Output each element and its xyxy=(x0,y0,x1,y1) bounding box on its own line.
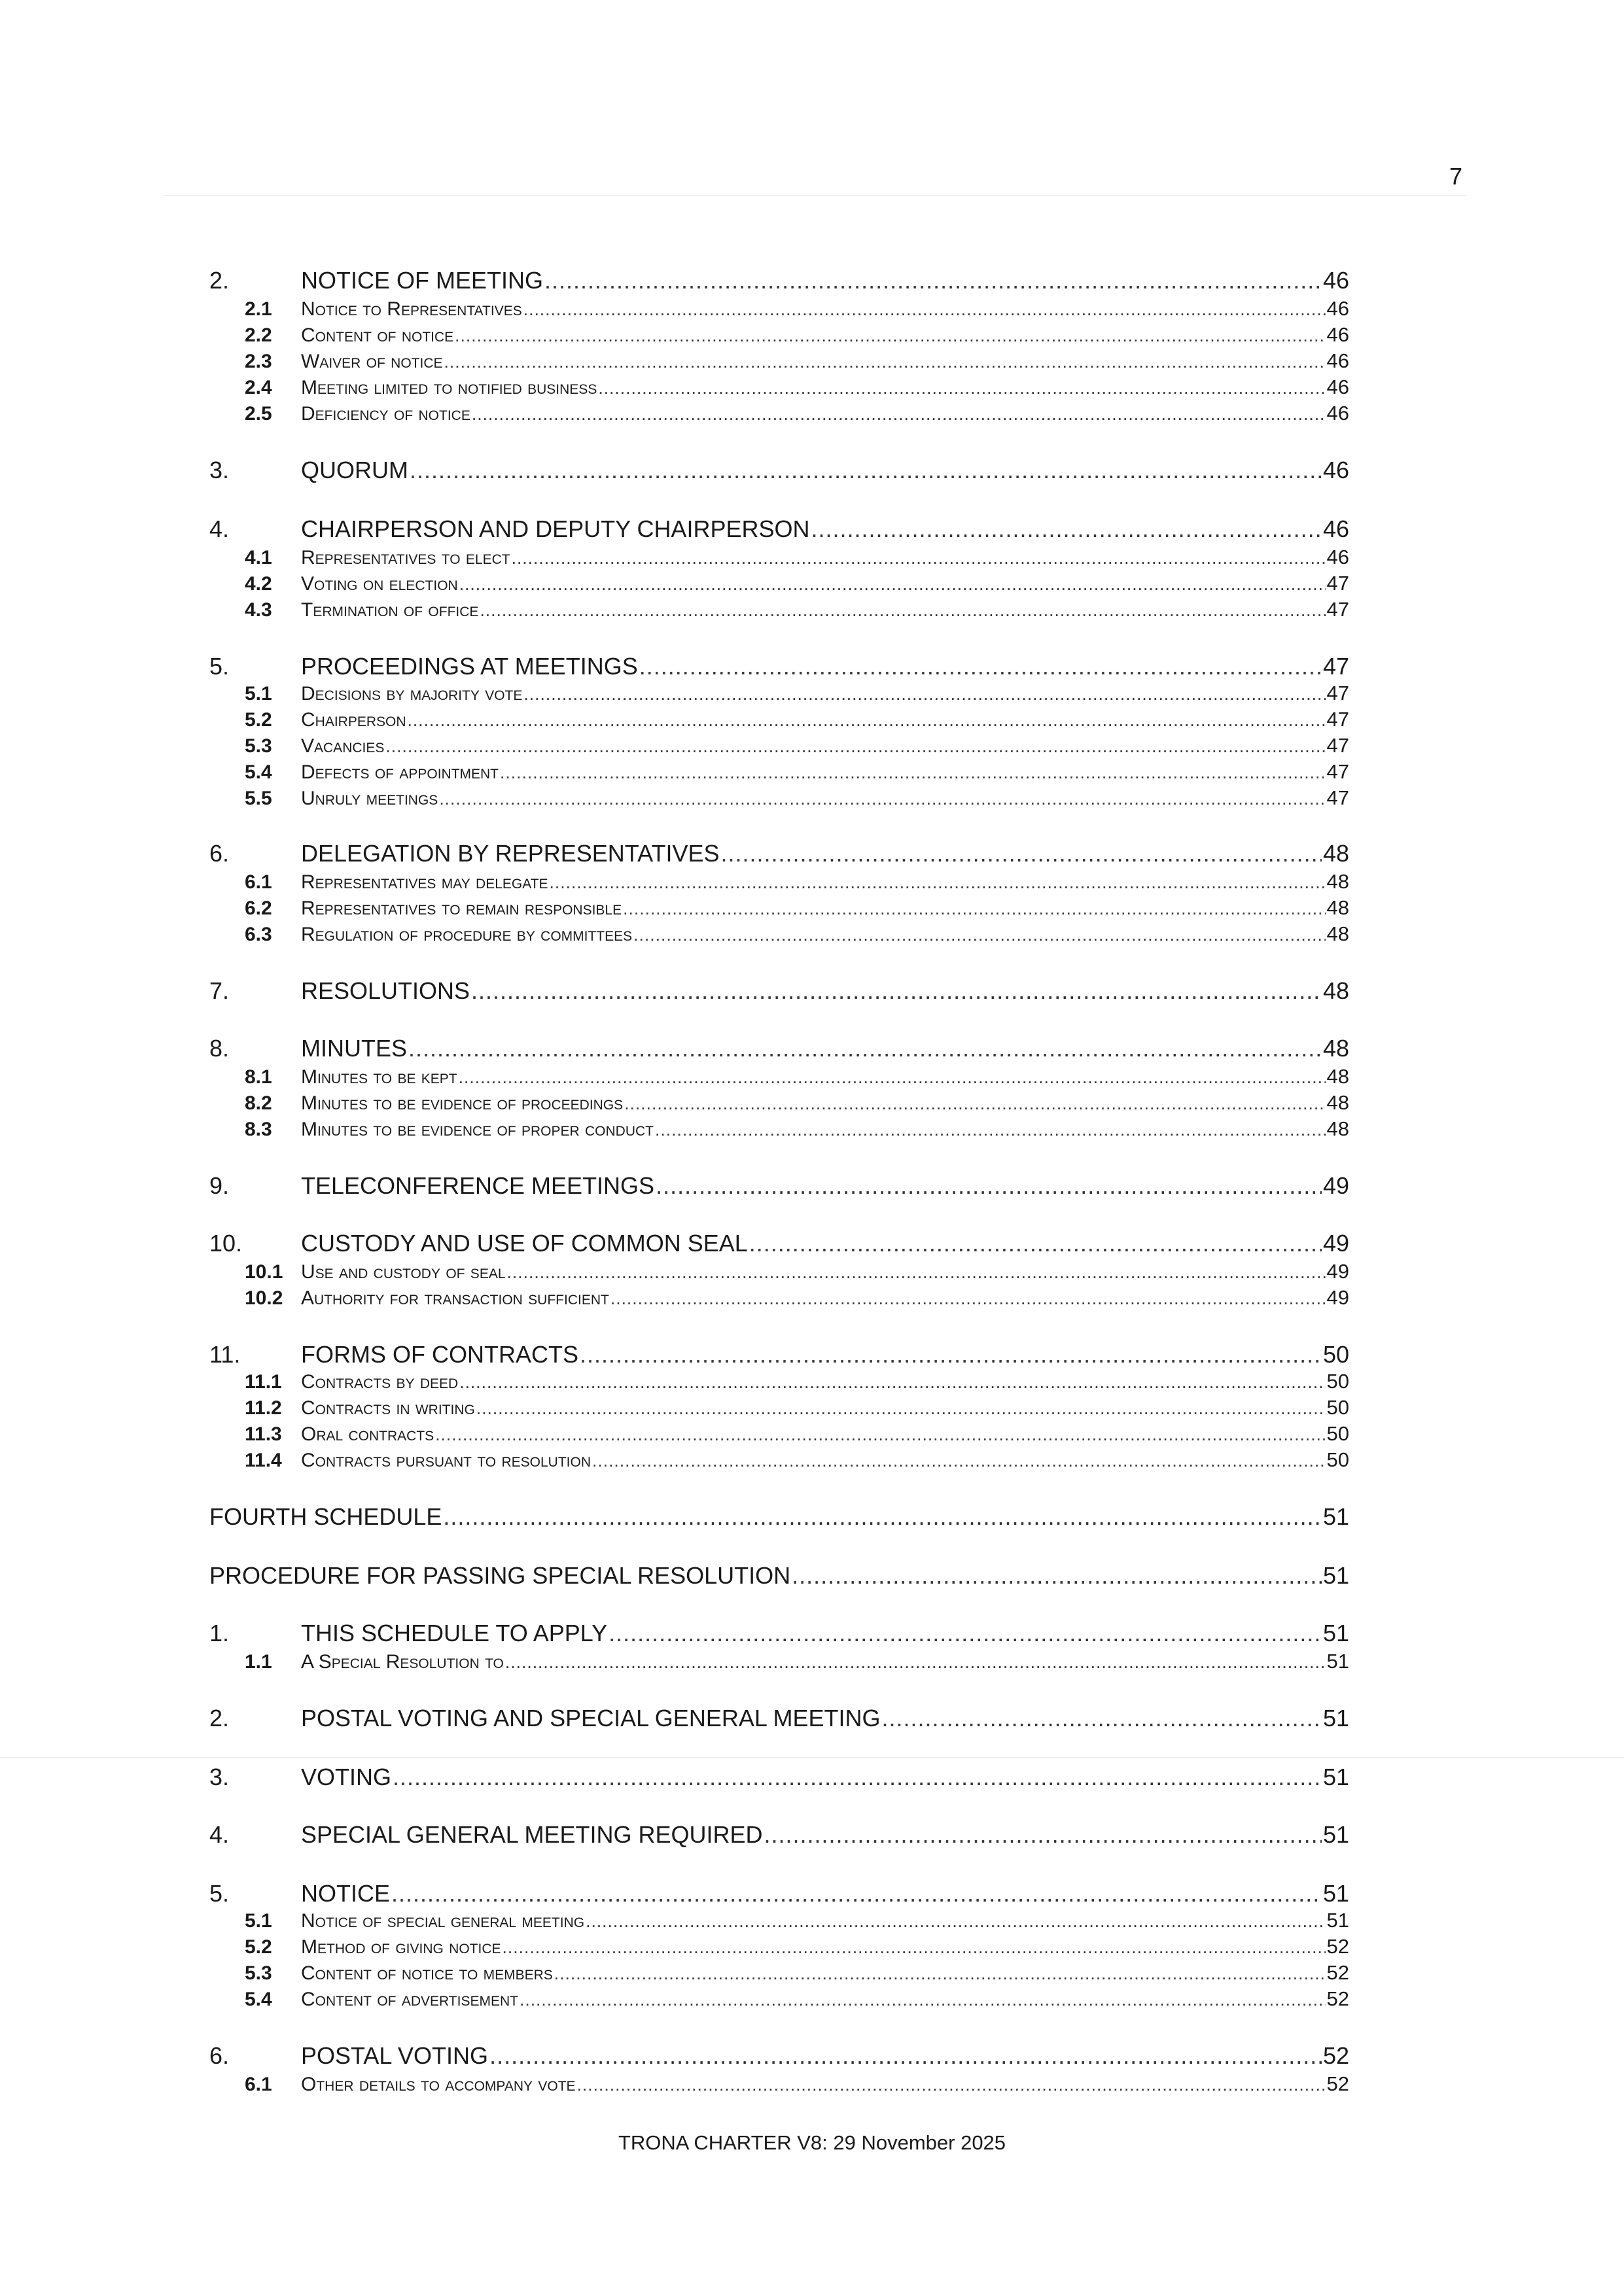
toc-title: Minutes to be kept xyxy=(301,1066,457,1088)
toc-leader xyxy=(459,1064,1326,1090)
toc-subentry[interactable] xyxy=(209,1421,1349,1447)
toc-page: 50 xyxy=(1326,1396,1349,1419)
toc-page: 51 xyxy=(1322,1562,1349,1589)
toc-subentry[interactable] xyxy=(209,1259,1349,1285)
header-rule xyxy=(164,195,1466,196)
toc-number: 5.5 xyxy=(245,788,272,809)
toc-number: 11. xyxy=(209,1341,241,1368)
toc-subentry[interactable] xyxy=(209,1395,1349,1421)
toc-entry[interactable] xyxy=(209,1879,1349,1909)
toc-subentry[interactable] xyxy=(209,733,1349,759)
toc-number: 1.1 xyxy=(245,1651,272,1673)
toc-page: 47 xyxy=(1326,682,1349,704)
toc-subentry[interactable] xyxy=(209,1116,1349,1142)
toc-entry[interactable] xyxy=(209,652,1349,682)
toc-page: 46 xyxy=(1322,457,1349,483)
toc-number: 2.2 xyxy=(245,324,272,346)
toc-entry[interactable] xyxy=(209,1703,1349,1733)
toc-subentry[interactable] xyxy=(209,348,1349,374)
toc-number: 4. xyxy=(209,1821,230,1848)
toc-page: 46 xyxy=(1326,323,1349,346)
toc-page: 47 xyxy=(1326,708,1349,731)
toc-page: 52 xyxy=(1326,1987,1349,2010)
toc-title: NOTICE xyxy=(301,1880,391,1907)
toc-leader xyxy=(476,1395,1326,1421)
toc-leader xyxy=(792,1561,1322,1591)
toc-page: 50 xyxy=(1322,1341,1349,1368)
toc-entry[interactable] xyxy=(209,1762,1349,1792)
toc-leader xyxy=(523,681,1325,707)
toc-page: 52 xyxy=(1326,1935,1349,1958)
toc-leader xyxy=(503,1934,1326,1960)
toc-page: 51 xyxy=(1322,1880,1349,1907)
toc-subentry[interactable] xyxy=(209,680,1349,706)
toc-leader xyxy=(507,1259,1326,1285)
toc-leader xyxy=(459,1369,1325,1395)
toc-number: 11.2 xyxy=(245,1397,282,1419)
toc-leader xyxy=(408,707,1326,733)
toc-number: 5.4 xyxy=(245,1989,272,2010)
toc-number: 8.2 xyxy=(245,1092,272,1114)
toc-page: 49 xyxy=(1322,1172,1349,1199)
toc-title: Decisions by majority vote xyxy=(301,683,523,704)
toc-number: 2.3 xyxy=(245,351,272,372)
toc-page: 48 xyxy=(1326,1117,1349,1140)
toc-subentry[interactable] xyxy=(209,1090,1349,1116)
toc-leader xyxy=(721,839,1322,869)
toc-subentry[interactable] xyxy=(209,1447,1349,1473)
toc-page: 47 xyxy=(1326,598,1349,621)
toc-number: 6. xyxy=(209,2042,230,2069)
toc-title: Content of notice xyxy=(301,324,454,346)
toc-number: 6.3 xyxy=(245,924,272,945)
toc-number: 4. xyxy=(209,515,230,542)
toc-title: FOURTH SCHEDULE xyxy=(209,1503,442,1530)
toc-title: Contracts pursuant to resolution xyxy=(301,1450,591,1471)
toc-subentry[interactable] xyxy=(209,570,1349,597)
toc-page: 51 xyxy=(1326,1650,1349,1673)
toc-subentry[interactable] xyxy=(209,1368,1349,1395)
toc-page: 48 xyxy=(1322,977,1349,1004)
toc-number: 4.3 xyxy=(245,599,272,621)
toc-leader xyxy=(393,1762,1322,1792)
toc-title: Regulation of procedure by committees xyxy=(301,924,633,945)
toc-title: CUSTODY AND USE OF COMMON SEAL xyxy=(301,1230,748,1257)
toc-title: Unruly meetings xyxy=(301,788,438,809)
toc-subentry[interactable] xyxy=(209,1064,1349,1090)
toc-subentry[interactable] xyxy=(209,374,1349,400)
toc-subentry[interactable] xyxy=(209,1934,1349,1960)
toc-leader xyxy=(489,2041,1322,2071)
toc-page: 46 xyxy=(1326,297,1349,320)
toc-title: POSTAL VOTING xyxy=(301,2042,489,2069)
toc-page: 46 xyxy=(1326,546,1349,568)
toc-leader xyxy=(577,2072,1326,2098)
toc-leader xyxy=(505,1649,1326,1675)
toc-subentry[interactable] xyxy=(209,1960,1349,1986)
toc-subentry[interactable] xyxy=(209,759,1349,785)
toc-page: 47 xyxy=(1326,786,1349,809)
toc-page: 52 xyxy=(1326,1961,1349,1984)
toc-title: CHAIRPERSON AND DEPUTY CHAIRPERSON xyxy=(301,515,810,542)
toc-leader xyxy=(610,1285,1326,1312)
toc-number: 10. xyxy=(209,1230,243,1257)
toc-title: Representatives to elect xyxy=(301,547,510,568)
toc-title: Content of notice to members xyxy=(301,1962,553,1984)
toc-number: 2.1 xyxy=(245,298,272,320)
toc-title: Content of advertisement xyxy=(301,1989,518,2010)
toc-number: 2. xyxy=(209,1705,230,1731)
toc-title: Notice of special general meeting xyxy=(301,1910,585,1932)
toc-leader xyxy=(500,759,1326,786)
toc-title: PROCEDURE FOR PASSING SPECIAL RESOLUTION xyxy=(209,1562,791,1589)
toc-subentry[interactable] xyxy=(209,597,1349,623)
toc-leader xyxy=(623,896,1325,922)
toc-number: 2.4 xyxy=(245,377,272,398)
toc-title: Oral contracts xyxy=(301,1423,434,1445)
toc-subentry[interactable] xyxy=(209,2071,1349,2097)
toc-title: Minutes to be evidence of proceedings xyxy=(301,1092,624,1114)
toc-leader xyxy=(459,571,1326,597)
toc-leader xyxy=(471,976,1322,1006)
toc-number: 11.1 xyxy=(245,1371,282,1393)
toc-number: 4.1 xyxy=(245,547,272,568)
toc-leader xyxy=(882,1703,1322,1733)
toc-leader xyxy=(408,1034,1322,1064)
toc-entry[interactable] xyxy=(209,976,1349,1006)
toc-subentry[interactable] xyxy=(209,1986,1349,2012)
toc-number: 6.1 xyxy=(245,871,272,893)
toc-leader xyxy=(443,1502,1322,1532)
toc-page: 52 xyxy=(1326,2072,1349,2095)
toc-title: Contracts by deed xyxy=(301,1371,459,1393)
toc-schedule-heading[interactable] xyxy=(209,1561,1349,1591)
toc-entry[interactable] xyxy=(209,839,1349,869)
toc-page: 50 xyxy=(1326,1448,1349,1471)
toc-title: Voting on election xyxy=(301,573,458,595)
toc-leader xyxy=(444,349,1326,375)
toc-subentry[interactable] xyxy=(209,895,1349,921)
toc-number: 6.1 xyxy=(245,2074,272,2095)
toc-number: 5.2 xyxy=(245,709,272,731)
toc-leader xyxy=(512,545,1326,571)
toc-page: 47 xyxy=(1326,760,1349,783)
toc-title: Waiver of notice xyxy=(301,351,443,372)
toc-page: 48 xyxy=(1326,1065,1349,1088)
toc-page: 46 xyxy=(1322,515,1349,542)
toc-page: 47 xyxy=(1326,572,1349,595)
toc-title: Use and custody of seal xyxy=(301,1261,506,1283)
toc-leader xyxy=(523,296,1326,322)
scan-line xyxy=(0,1757,1624,1758)
toc-title: DELEGATION BY REPRESENTATIVES xyxy=(301,840,720,867)
toc-subentry[interactable] xyxy=(209,1648,1349,1675)
toc-title: MINUTES xyxy=(301,1035,407,1062)
toc-title: SPECIAL GENERAL MEETING REQUIRED xyxy=(301,1821,763,1848)
toc-page: 48 xyxy=(1326,870,1349,893)
toc-title: Other details to accompany vote xyxy=(301,2074,576,2095)
toc-leader xyxy=(749,1228,1322,1259)
toc-leader xyxy=(598,375,1325,401)
toc-number: 5. xyxy=(209,1880,230,1907)
toc-title: Representatives to remain responsible xyxy=(301,897,622,919)
toc-entry[interactable] xyxy=(209,1228,1349,1259)
toc-schedule-heading[interactable] xyxy=(209,1502,1349,1532)
toc-page: 50 xyxy=(1326,1370,1349,1393)
toc-page: 46 xyxy=(1326,402,1349,425)
toc-page: 49 xyxy=(1326,1260,1349,1283)
toc-leader xyxy=(656,1171,1322,1201)
toc-subentry[interactable] xyxy=(209,869,1349,895)
toc-subentry[interactable] xyxy=(209,1907,1349,1934)
toc-number: 5.3 xyxy=(245,735,272,757)
toc-page: 48 xyxy=(1322,1035,1349,1062)
page-number: 7 xyxy=(1449,163,1463,190)
toc-title: RESOLUTIONS xyxy=(301,977,470,1004)
toc-title: NOTICE OF MEETING xyxy=(301,267,544,294)
toc-subentry[interactable] xyxy=(209,706,1349,733)
toc-title: VOTING xyxy=(301,1764,392,1790)
toc-title: Contracts in writing xyxy=(301,1397,475,1419)
toc-number: 5.4 xyxy=(245,761,272,783)
toc-leader xyxy=(624,1090,1325,1117)
toc-title: Authority for transaction sufficient xyxy=(301,1287,609,1309)
toc-subentry[interactable] xyxy=(209,400,1349,426)
toc-entry[interactable] xyxy=(209,1034,1349,1064)
toc-number: 11.4 xyxy=(245,1450,282,1471)
toc-leader xyxy=(391,1879,1322,1909)
toc-title: Minutes to be evidence of proper conduct xyxy=(301,1119,654,1140)
toc-number: 10.1 xyxy=(245,1261,283,1283)
toc-leader xyxy=(439,786,1325,812)
toc-number: 2.5 xyxy=(245,403,272,425)
toc-subentry[interactable] xyxy=(209,1285,1349,1311)
toc-number: 6.2 xyxy=(245,897,272,919)
toc-page: 46 xyxy=(1326,375,1349,398)
toc-page: 51 xyxy=(1322,1764,1349,1790)
toc-title: Representatives may delegate xyxy=(301,871,548,893)
toc-number: 5. xyxy=(209,653,230,680)
toc-number: 8.3 xyxy=(245,1119,272,1140)
toc-entry[interactable] xyxy=(209,2041,1349,2071)
toc-page: 51 xyxy=(1326,1909,1349,1932)
toc-number: 9. xyxy=(209,1172,230,1199)
toc-leader xyxy=(811,514,1321,544)
toc-title: Defects of appointment xyxy=(301,761,499,783)
toc-entry[interactable] xyxy=(209,1618,1349,1648)
toc-title: QUORUM xyxy=(301,457,408,483)
toc-entry[interactable] xyxy=(209,1340,1349,1370)
toc-entry[interactable] xyxy=(209,1171,1349,1201)
toc-number: 5.2 xyxy=(245,1936,272,1958)
toc-leader xyxy=(410,455,1322,485)
toc-number: 10.2 xyxy=(245,1287,283,1309)
toc-page: 48 xyxy=(1326,922,1349,945)
toc-leader xyxy=(385,733,1325,759)
toc-number: 11.3 xyxy=(245,1423,282,1445)
toc-page: 50 xyxy=(1326,1422,1349,1445)
toc-leader xyxy=(435,1421,1325,1448)
toc-number: 4.2 xyxy=(245,573,272,595)
toc-page: 51 xyxy=(1322,1620,1349,1646)
toc-leader xyxy=(520,1987,1326,2013)
toc-page: 48 xyxy=(1322,840,1349,867)
toc-title: THIS SCHEDULE TO APPLY xyxy=(301,1620,608,1646)
toc-title: Termination of office xyxy=(301,599,479,621)
toc-number: 2. xyxy=(209,267,230,294)
toc-title: POSTAL VOTING AND SPECIAL GENERAL MEETING xyxy=(301,1705,881,1731)
toc-title: Method of giving notice xyxy=(301,1936,501,1958)
toc-number: 1. xyxy=(209,1620,230,1646)
toc-entry[interactable] xyxy=(209,1820,1349,1850)
toc-entry[interactable] xyxy=(209,455,1349,485)
toc-page: 48 xyxy=(1326,896,1349,919)
toc-leader xyxy=(592,1448,1326,1474)
toc-title: Deficiency of notice xyxy=(301,403,470,425)
toc-subentry[interactable] xyxy=(209,296,1349,322)
toc-leader xyxy=(480,597,1325,623)
toc-page: 47 xyxy=(1326,734,1349,757)
toc-title: TELECONFERENCE MEETINGS xyxy=(301,1172,655,1199)
toc-number: 8. xyxy=(209,1035,230,1062)
toc-title: PROCEEDINGS AT MEETINGS xyxy=(301,653,638,680)
toc-leader xyxy=(544,266,1322,296)
toc-title: FORMS OF CONTRACTS xyxy=(301,1341,578,1368)
toc-page: 46 xyxy=(1322,267,1349,294)
toc-leader xyxy=(455,322,1325,349)
toc-page: 52 xyxy=(1322,2042,1349,2069)
toc-leader xyxy=(586,1908,1325,1934)
toc-number: 3. xyxy=(209,457,230,483)
toc-leader xyxy=(554,1960,1326,1987)
toc-title: A Special Resolution to xyxy=(301,1651,504,1673)
toc-page: 51 xyxy=(1322,1705,1349,1731)
toc-leader xyxy=(472,401,1326,427)
toc-leader xyxy=(764,1820,1321,1850)
toc-subentry[interactable] xyxy=(209,921,1349,947)
toc-page: 51 xyxy=(1322,1821,1349,1848)
toc-number: 7. xyxy=(209,977,230,1004)
toc-leader xyxy=(655,1117,1326,1143)
toc-page: 49 xyxy=(1326,1286,1349,1309)
toc-title: Vacancies xyxy=(301,735,385,757)
toc-page: 48 xyxy=(1326,1091,1349,1114)
toc-number: 6. xyxy=(209,840,230,867)
toc-page: 49 xyxy=(1322,1230,1349,1257)
toc-leader xyxy=(580,1340,1322,1370)
toc-entry[interactable] xyxy=(209,266,1349,296)
toc-title: Meeting limited to notified business xyxy=(301,377,597,398)
toc-leader xyxy=(633,922,1325,948)
toc-leader xyxy=(609,1618,1322,1648)
toc-subentry[interactable] xyxy=(209,322,1349,348)
toc-page: 47 xyxy=(1322,653,1349,680)
document-footer: TRONA CHARTER V8: 29 November 2025 xyxy=(618,2131,1006,2154)
toc-entry[interactable] xyxy=(209,514,1349,544)
toc-number: 5.1 xyxy=(245,683,272,704)
toc-number: 8.1 xyxy=(245,1066,272,1088)
toc-number: 5.1 xyxy=(245,1910,272,1932)
toc-subentry[interactable] xyxy=(209,544,1349,570)
toc-number: 5.3 xyxy=(245,1962,272,1984)
toc-title: Notice to Representatives xyxy=(301,298,522,320)
toc-leader xyxy=(550,869,1326,896)
toc-leader xyxy=(639,652,1322,682)
toc-page: 51 xyxy=(1322,1503,1349,1530)
toc-number: 3. xyxy=(209,1764,230,1790)
toc-subentry[interactable] xyxy=(209,785,1349,811)
toc-page: 46 xyxy=(1326,349,1349,372)
toc-title: Chairperson xyxy=(301,709,406,731)
